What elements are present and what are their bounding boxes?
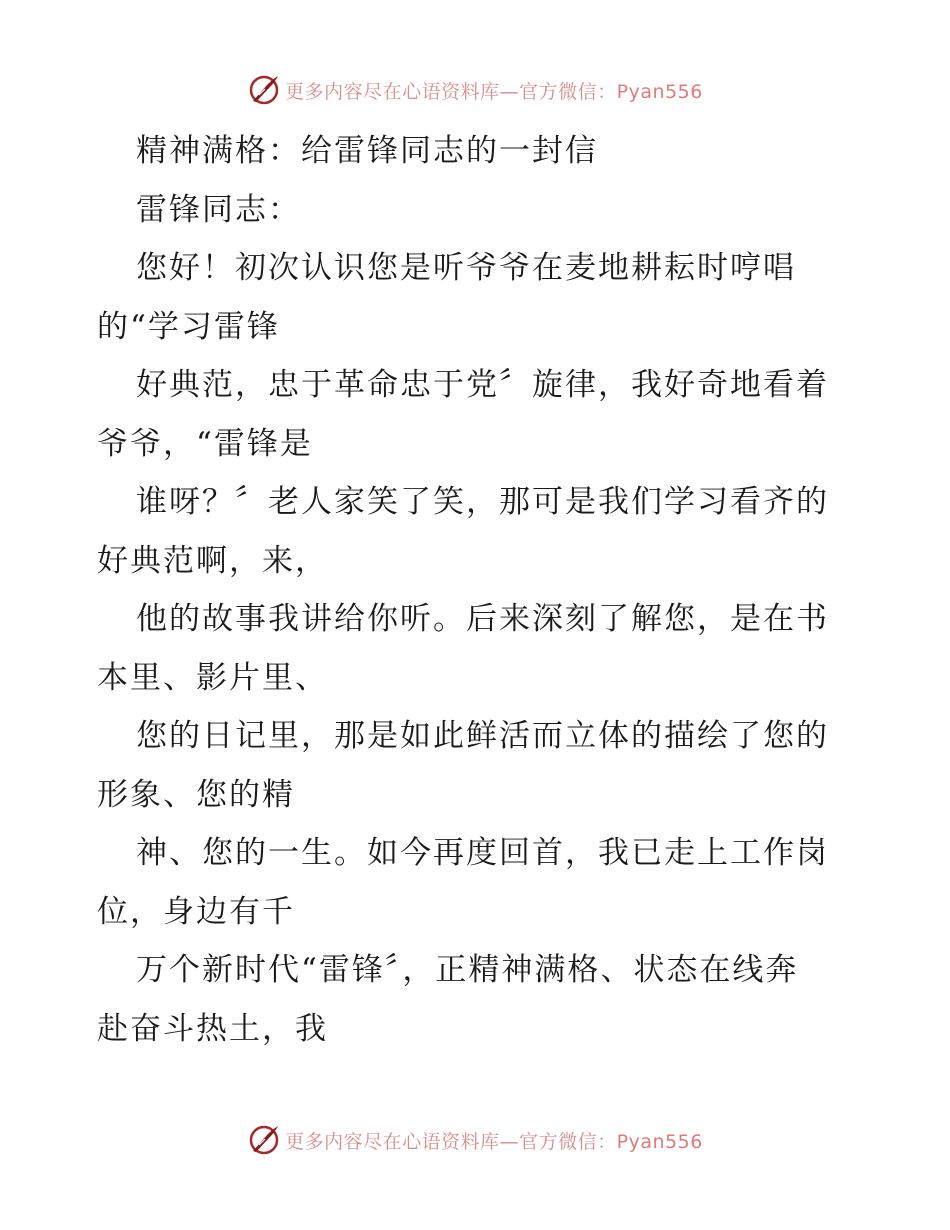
text-line: 他的故事我讲给你听。后来深刻了解您，是在书 [136,601,829,637]
quill-pen-circle-icon [247,73,281,107]
text-line: 好典范，忠于革命忠于党〞旋律，我好奇地看着 [136,367,829,403]
quill-pen-circle-icon [247,1123,281,1157]
text-line: 万个新时代“雷锋〞，正精神满格、状态在线奔 [136,952,799,988]
text-line: 雷锋同志： [136,191,301,228]
text-line: 爷爷，“雷锋是 [97,425,313,462]
header-watermark [0,72,950,108]
text-line: 本里、影片里、 [97,659,328,696]
wechat-id: Pyan556 [616,80,703,103]
text-line: 位，身边有千 [97,893,295,930]
footer-watermark [0,1122,950,1158]
text-line: 谁呀？〞老人家笑了笑，那可是我们学习看齐的 [136,484,829,520]
wechat-id: Pyan556 [616,1130,703,1153]
watermark-label: 更多内容尽在心语资料库—官方微信： [285,1130,617,1153]
watermark-label: 更多内容尽在心语资料库—官方微信： [285,80,617,103]
text-line: 形象、您的精 [97,776,295,813]
watermark-text [285,1127,703,1154]
watermark-text [285,77,703,104]
letter-title: 精神满格：给雷锋同志的一封信 [136,133,598,169]
text-line: 您好！初次认识您是听爷爷在麦地耕耘时哼唱 [136,250,796,286]
text-line: 您的日记里，那是如此鲜活而立体的描绘了您的 [136,718,829,754]
text-line: 好典范啊，来， [97,542,328,579]
text-line: 的“学习雷锋 [97,308,280,345]
letter-body [97,122,867,1058]
text-line: 赴奋斗热土，我 [97,1010,328,1047]
text-line: 神、您的一生。如今再度回首，我已走上工作岗 [136,835,829,871]
